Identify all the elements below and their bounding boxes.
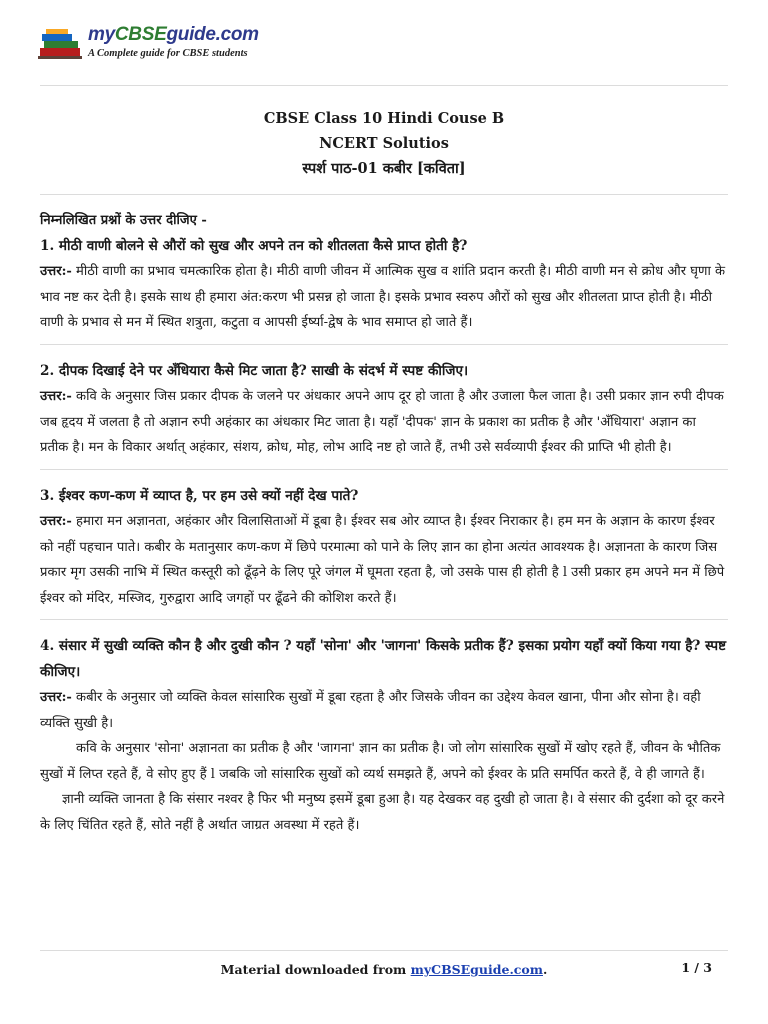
answer-paragraph: ज्ञानी व्यक्ति जानता है कि संसार नश्वर है फिर भी मनुष्य इसमें डूबा हुआ है। यह देखकर वह दुखी हो जाता है। वे संसार की दुर्दशा को दूर करने के लिए चिंतित रहते हैं, सोते नहीं है अर्थात जाग्रत अवस्था में रहते हैं।: [40, 792, 725, 833]
instruction: निम्नलिखित प्रश्नों के उत्तर दीजिए -: [40, 213, 207, 228]
question-section: [40, 634, 728, 838]
title-block: [0, 106, 768, 181]
question-text: 3. ईश्वर कण-कण में व्याप्त है, पर हम उसे क्यों नहीं देख पाते?: [40, 487, 359, 504]
question-text: 1. मीठी वाणी बोलने से औरों को सुख और अपने तन को शीतलता कैसे प्राप्त होती है?: [40, 237, 468, 254]
question-section: [40, 484, 728, 612]
section-divider: [40, 344, 728, 345]
answer-text: उत्तर:- मीठी वाणी का प्रभाव चमत्कारिक होता है। मीठी वाणी जीवन में आत्मिक सुख व शांति प्रदान करती है। मीठी वाणी मन से क्रोध और घृणा के भाव नष्ट कर देती है। इसके साथ ही हमारा अंत:करण भी प्रसन्न हो जाता है। इसके प्रभाव स्वरुप औरों को सुख और शीतलता प्राप्त होती है। मीठी वाणी के प्रभाव से मन में स्थित शत्रुता, कटुता व आपसी ईर्ष्या-द्वेष के भाव समाप्त हो जाते हैं।: [40, 264, 726, 330]
question-text: 2. दीपक दिखाई देने पर अँधियारा कैसे मिट जाता है? साखी के संदर्भ में स्पष्ट कीजिए।: [40, 362, 469, 379]
doc-title: CBSE Class 10 Hindi Couse B: [263, 110, 505, 127]
question-section: [40, 359, 728, 461]
footer-text: Material downloaded from: [220, 962, 411, 977]
footer-suffix: .: [542, 962, 548, 977]
answer-label: उत्तर:-: [40, 690, 72, 705]
answer-text: उत्तर:- कवि के अनुसार जिस प्रकार दीपक के जलने पर अंधकार अपने आप दूर हो जाता है और उजाला फैल जाता है। उसी प्रकार ज्ञान रुपी दीपक जब हृदय में जलता है तो अज्ञान रुपी अहंकार का अंधकार मिट जाता है। यहाँ 'दीपक' ज्ञान के प्रकाश का प्रतीक है और 'अँधियारा' अज्ञान का प्रतीक है। मन के विकार अर्थात् अहंकार, संशय, क्रोध, मोह, लोभ आदि नष्ट हो जाते हैं, तभी उसे सर्वव्यापी ईश्वर की प्राप्ति भी होती है।: [40, 389, 724, 455]
answer-text: उत्तर:- कबीर के अनुसार जो व्यक्ति केवल सांसारिक सुखों में डूबा रहता है और जिसके जीवन का उद्देश्य केवल खाना, पीना और सोना है। वही व्यक्ति सुखी है।: [40, 690, 701, 731]
document-body: [40, 208, 728, 838]
section-divider: [40, 619, 728, 620]
footer-link[interactable]: myCBSEguide.com: [410, 962, 543, 977]
title-divider: [40, 194, 728, 195]
answer-label: उत्तर:-: [40, 514, 72, 529]
answer-text: उत्तर:- हमारा मन अज्ञानता, अहंकार और विलासिताओं में डूबा है। ईश्वर सब ओर व्याप्त है। ईश्वर निराकार है। हम मन के अज्ञान के कारण ईश्वर को नहीं पहचान पाते। कबीर के मतानुसार कण-कण में छिपे परमात्मा को पाने के लिए ज्ञान का होना अत्यंत आवश्यक है। अज्ञानता के कारण जिस प्रकार मृग उसकी नाभि में स्थित कस्तूरी को ढूँढ़ने के लिए पूरे जंगल में घूमता रहता है, जो उसके पास ही होती है l उसी प्रकार हम अपने मन में छिपे ईश्वर को मंदिर, मस्जिद, गुरुद्वारा आदि जगहों पर ढूँढने की कोशिश करते हैं।: [40, 514, 725, 606]
books-icon: [38, 28, 84, 62]
logo-name: myCBSEguide.com: [88, 24, 259, 45]
footer: [0, 962, 768, 977]
site-logo[interactable]: [38, 24, 278, 64]
answer-label: उत्तर:-: [40, 389, 72, 404]
answer-paragraph: कवि के अनुसार 'सोना' अज्ञानता का प्रतीक है और 'जागना' ज्ञान का प्रतीक है। जो लोग सांसारिक सुखों में खोए रहते हैं, जीवन के भौतिक सुखों में लिप्त रहते हैं, वे सोए हुए हैं l जबकि जो सांसारिक सुखों को व्यर्थ समझते हैं, अपने को ईश्वर के प्रति समर्पित करते हैं, वे ही जागते हैं।: [40, 741, 721, 782]
chapter-title: स्पर्श पाठ-01 कबीर [कविता]: [302, 160, 466, 177]
page-number: 1 / 3: [681, 960, 712, 975]
footer-divider: [40, 950, 728, 951]
answer-label: उत्तर:-: [40, 264, 72, 279]
logo-tagline: A Complete guide for CBSE students: [88, 48, 248, 59]
section-divider: [40, 469, 728, 470]
question-text: 4. संसार में सुखी व्यक्ति कौन है और दुखी कौन ? यहाँ 'सोना' और 'जागना' किसके प्रतीक हैं? इसका प्रयोग यहाँ क्यों किया गया है? स्पष्ट कीजिए।: [40, 638, 727, 680]
question-section: [40, 234, 728, 336]
header-divider: [40, 85, 728, 86]
doc-subtitle: NCERT Solutios: [319, 135, 449, 152]
